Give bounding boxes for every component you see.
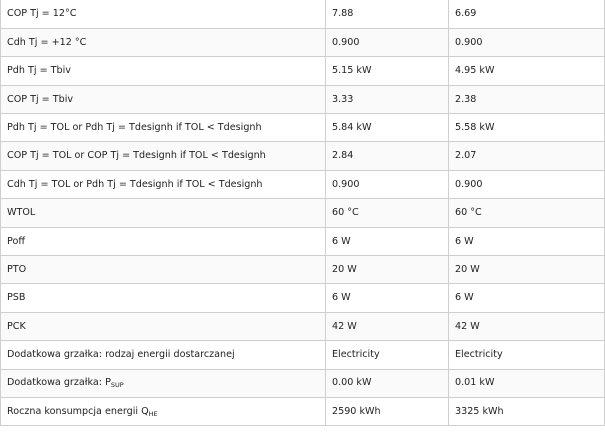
value-cell-2: 2.07: [449, 142, 605, 170]
row-label: [1, 284, 326, 312]
row-label: [1, 142, 326, 170]
value-cell-1: 3.33: [326, 85, 449, 113]
row-label-subscript: SUP: [110, 381, 124, 390]
row-label: [1, 28, 326, 56]
table-row: [1, 341, 605, 369]
value-cell-1: 5.84 kW: [326, 114, 449, 142]
table-row: [1, 28, 605, 56]
value-cell-1: 0.00 kW: [326, 369, 449, 397]
row-label: [1, 341, 326, 369]
table-row: [1, 142, 605, 170]
value-cell-1: 5.15 kW: [326, 57, 449, 85]
row-label-text: Cdh Tj = TOL or Pdh Tj = Tdesignh if TOL < Tdesignh: [7, 178, 263, 190]
value-cell-1: 6 W: [326, 284, 449, 312]
row-label-text: COP Tj = 12°C: [7, 8, 77, 20]
row-label-text: COP Tj = TOL or COP Tj = Tdesignh if TOL < Tdesignh: [7, 150, 266, 162]
value-cell-2: 20 W: [449, 256, 605, 284]
value-cell-1: 6 W: [326, 227, 449, 255]
row-label-text: Roczna konsumpcja energii Q: [7, 405, 149, 417]
table-row: [1, 284, 605, 312]
row-label: [1, 0, 326, 28]
value-cell-1: 0.900: [326, 170, 449, 198]
row-label-text: Cdh Tj = +12 °C: [7, 36, 87, 48]
value-cell-1: 0.900: [326, 28, 449, 56]
value-cell-2: 5.58 kW: [449, 114, 605, 142]
row-label: [1, 369, 326, 397]
row-label-text: Pdh Tj = Tbiv: [7, 65, 71, 77]
value-cell-2: 2.38: [449, 85, 605, 113]
value-cell-1: 20 W: [326, 256, 449, 284]
value-cell-1: 2.84: [326, 142, 449, 170]
value-cell-2: 0.01 kW: [449, 369, 605, 397]
table-row: [1, 312, 605, 340]
row-label-subscript: HE: [148, 409, 158, 418]
row-label-text: Dodatkowa grzałka: P: [7, 377, 111, 389]
table-row: [1, 0, 605, 28]
row-label: [1, 85, 326, 113]
value-cell-2: Electricity: [449, 341, 605, 369]
row-label: [1, 312, 326, 340]
value-cell-1: 42 W: [326, 312, 449, 340]
value-cell-2: 60 °C: [449, 199, 605, 227]
row-label-text: PCK: [7, 320, 26, 332]
row-label-text: COP Tj = Tbiv: [7, 93, 74, 105]
table-row: [1, 256, 605, 284]
value-cell-1: Electricity: [326, 341, 449, 369]
table-row: [1, 85, 605, 113]
value-cell-2: 6 W: [449, 284, 605, 312]
table-row: [1, 397, 605, 425]
table-row: [1, 170, 605, 198]
table-row: [1, 199, 605, 227]
row-label-text: PTO: [7, 263, 27, 275]
value-cell-2: 6.69: [449, 0, 605, 28]
table-row: [1, 57, 605, 85]
value-cell-1: 2590 kWh: [326, 397, 449, 425]
table-row: [1, 227, 605, 255]
row-label: [1, 57, 326, 85]
table-row: [1, 369, 605, 397]
value-cell-2: 42 W: [449, 312, 605, 340]
value-cell-1: 7.88: [326, 0, 449, 28]
row-label-text: Dodatkowa grzałka: rodzaj energii dostarczanej: [7, 349, 235, 361]
row-label-text: Poff: [7, 235, 25, 247]
row-label: [1, 397, 326, 425]
row-label-text: WTOL: [7, 207, 36, 219]
row-label: [1, 114, 326, 142]
row-label: [1, 170, 326, 198]
row-label: [1, 256, 326, 284]
value-cell-2: 0.900: [449, 170, 605, 198]
value-cell-2: 3325 kWh: [449, 397, 605, 425]
row-label-text: PSB: [7, 292, 26, 304]
row-label: [1, 199, 326, 227]
value-cell-1: 60 °C: [326, 199, 449, 227]
row-label-text: Pdh Tj = TOL or Pdh Tj = Tdesignh if TOL < Tdesignh: [7, 121, 262, 133]
value-cell-2: 0.900: [449, 28, 605, 56]
row-label: [1, 227, 326, 255]
table-row: [1, 114, 605, 142]
value-cell-2: 6 W: [449, 227, 605, 255]
value-cell-2: 4.95 kW: [449, 57, 605, 85]
